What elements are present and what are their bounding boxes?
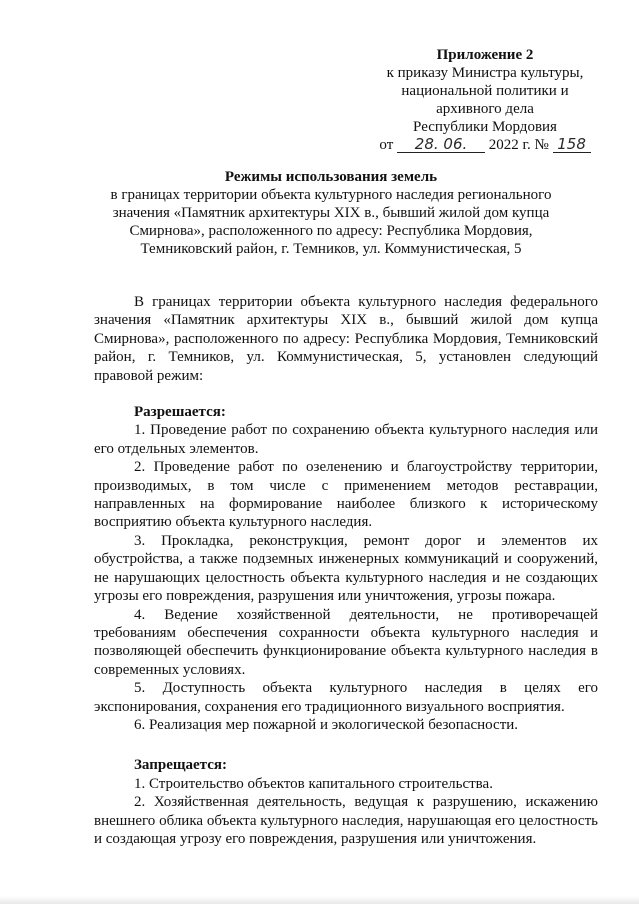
forbidden-heading: Запрещается: — [134, 757, 228, 774]
date-year: 2022 г. № — [488, 137, 549, 153]
allowed-item: 4. Ведение хозяйственной деятельности, не противоречащей требованиям обеспечения сохранности объекта культурного наследия и позволяющей обеспечить функционирование объекта культурного наследия в современных условиях. — [94, 606, 598, 678]
forbidden-item: 2. Хозяйственная деятельность, ведущая к разрушению, искажению внешнего облика объекта культурного наследия, нарушающая его целостность и создающая угрозу его повреждения, разрушения или уничтожения. — [94, 794, 598, 847]
appendix-block — [350, 46, 620, 154]
document-title-block — [70, 168, 592, 258]
allowed-item: 1. Проведение работ по сохранению объекта культурного наследия или его отдельных элементов. — [94, 422, 598, 457]
appendix-line: к приказу Министра культуры, — [386, 65, 584, 81]
title-line: Темниковский район, г. Темников, ул. Коммунистическая, 5 — [140, 241, 522, 257]
title-line: Смирнова», расположенного по адресу: Республика Мордовия, — [129, 223, 533, 239]
document-body — [94, 293, 598, 848]
title-line: в границах территории объекта культурного наследия регионального — [110, 187, 552, 203]
date-prefix: от — [379, 137, 394, 153]
handwritten-date: 28. 06. — [397, 136, 485, 153]
allowed-item: 2. Проведение работ по озеленению и благоустройству территории, производимых, в том числе с применением методов реставрации, направленных на формирование наиболее близкого к историческому восприятию объекта культурного наследия. — [94, 459, 598, 531]
handwritten-number: 158 — [553, 136, 591, 153]
appendix-line: Республики Мордовия — [413, 119, 557, 135]
allowed-item: 5. Доступность объекта культурного наследия в целях его экспонирования, сохранения его традиционного визуального восприятия. — [94, 680, 598, 715]
allowed-item: 6. Реализация мер пожарной и экологической безопасности. — [134, 716, 519, 733]
allowed-heading: Разрешается: — [134, 404, 226, 421]
intro-paragraph: В границах территории объекта культурного наследия федерального значения «Памятник архитектуры XIX в., бывший жилой дом купца Смирнова», расположенного по адресу: Республика Мордовия, Темниковский район, г. Темников, ул. Коммунистическая, 5, установлен следующий правовой режим: — [94, 294, 598, 384]
forbidden-item: 1. Строительство объектов капитального строительства. — [134, 775, 493, 792]
appendix-line: архивного дела — [436, 101, 534, 117]
order-date-line — [350, 136, 620, 154]
allowed-item: 3. Прокладка, реконструкция, ремонт дорог и элементов их обустройства, а также подземных инженерных коммуникаций и сооружений, не нарушающих целостность объекта культурного наследия и не создающих угрозы его повреждения, разрушения или уничтожения, угрозы пожара. — [94, 532, 598, 605]
scan-edge — [0, 896, 639, 904]
document-heading: Режимы использования земель — [224, 169, 438, 185]
appendix-title: Приложение 2 — [436, 47, 534, 63]
appendix-line: национальной политики и — [401, 83, 569, 99]
title-line: значения «Памятник архитектуры XIX в., бывший жилой дом купца — [112, 205, 550, 221]
